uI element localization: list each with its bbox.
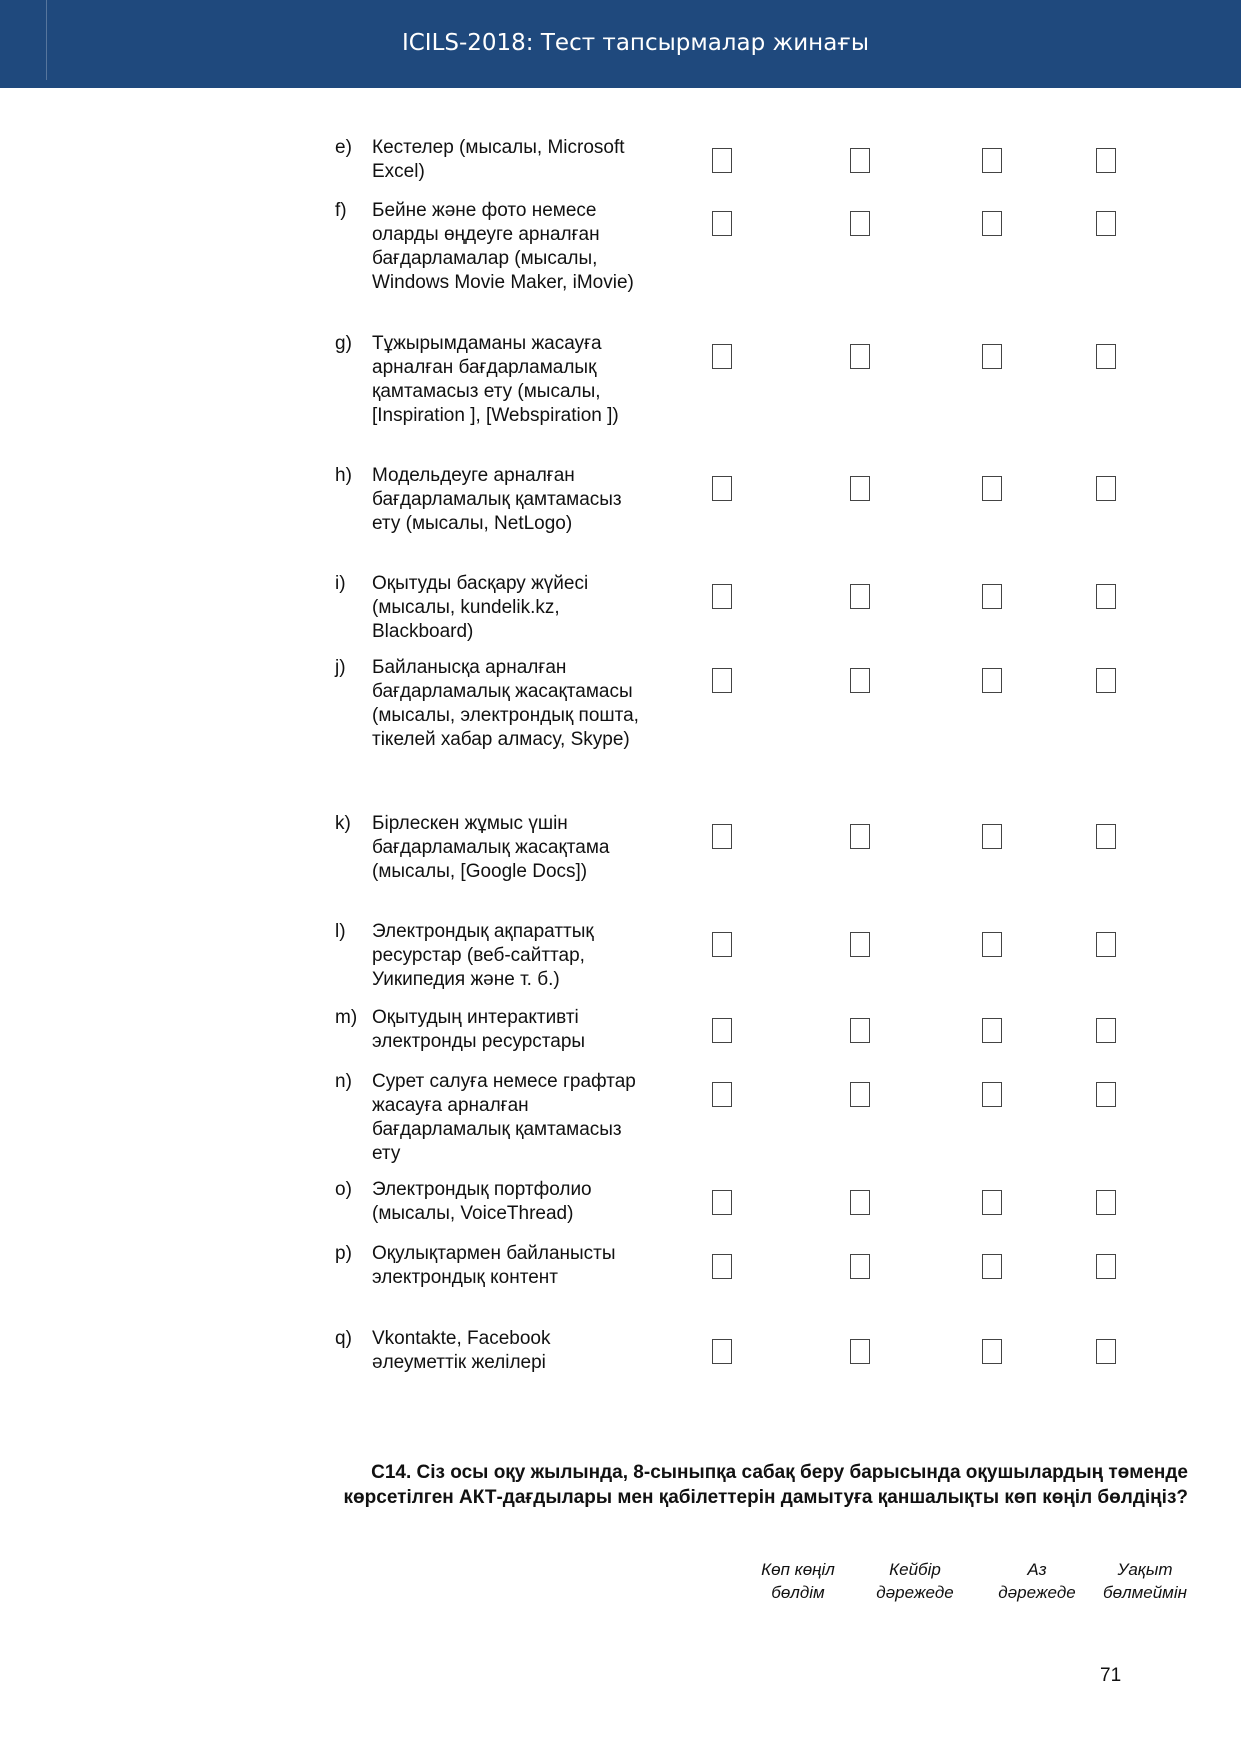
checkbox-a-lot[interactable] xyxy=(712,668,732,693)
page-header xyxy=(0,0,1241,88)
item-letter: e) xyxy=(335,137,352,158)
item-text: Оқытудың интерактивті электронды ресурстары xyxy=(372,1007,586,1052)
item-letter: l) xyxy=(335,921,346,942)
item-text: Сурет салуға немесе графтар жасауға арналған бағдарламалық қамтамасыз ету xyxy=(372,1071,636,1164)
checkbox-a-lot[interactable] xyxy=(712,1190,732,1215)
item-text: Vkontakte, Facebook әлеуметтік желілері xyxy=(372,1328,551,1373)
checkbox-none[interactable] xyxy=(1096,1339,1116,1364)
checkbox-little[interactable] xyxy=(982,932,1002,957)
checkbox-a-lot[interactable] xyxy=(712,476,732,501)
checkbox-somewhat[interactable] xyxy=(850,344,870,369)
checkbox-a-lot[interactable] xyxy=(712,1082,732,1107)
checkbox-none[interactable] xyxy=(1096,211,1116,236)
checkbox-little[interactable] xyxy=(982,1339,1002,1364)
checkbox-somewhat[interactable] xyxy=(850,476,870,501)
checkbox-somewhat[interactable] xyxy=(850,1190,870,1215)
item-text: Тұжырымдаманы жасауға арналған бағдарламалық қамтамасыз ету (мысалы, [Inspiration ], [Webspiration ]) xyxy=(372,333,619,426)
checkbox-none[interactable] xyxy=(1096,824,1116,849)
item-letter: f) xyxy=(335,200,347,221)
checkbox-somewhat[interactable] xyxy=(850,1339,870,1364)
column-label-a-lot: Көп көңіл бөлдім xyxy=(761,1560,835,1602)
checkbox-a-lot[interactable] xyxy=(712,584,732,609)
item-text: Бейне және фото немесе оларды өңдеуге арналған бағдарламалар (мысалы, Windows Movie Maker, iMovie) xyxy=(372,200,634,293)
item-letter: p) xyxy=(335,1243,352,1264)
item-letter: o) xyxy=(335,1179,352,1200)
item-text: Модельдеуге арналған бағдарламалық қамтамасыз ету (мысалы, NetLogo) xyxy=(372,465,622,534)
checkbox-somewhat[interactable] xyxy=(850,148,870,173)
checkbox-a-lot[interactable] xyxy=(712,1254,732,1279)
item-letter: i) xyxy=(335,573,346,594)
checkbox-little[interactable] xyxy=(982,1190,1002,1215)
checkbox-a-lot[interactable] xyxy=(712,932,732,957)
item-letter: q) xyxy=(335,1328,352,1349)
checkbox-little[interactable] xyxy=(982,211,1002,236)
checkbox-little[interactable] xyxy=(982,584,1002,609)
item-letter: j) xyxy=(335,657,346,678)
checkbox-a-lot[interactable] xyxy=(712,148,732,173)
item-letter: h) xyxy=(335,465,352,486)
checkbox-somewhat[interactable] xyxy=(850,211,870,236)
item-text: Байланысқа арналған бағдарламалық жасақтамасы (мысалы, электрондық пошта, тікелей хабар алмасу, Skype) xyxy=(372,657,639,750)
checkbox-somewhat[interactable] xyxy=(850,932,870,957)
checkbox-none[interactable] xyxy=(1096,476,1116,501)
header-title: ICILS-2018: Тест тапсырмалар жинағы xyxy=(401,30,870,56)
question-line-1: C14. Сіз осы оқу жылында, 8-сыныпқа сабақ беру барысында оқушылардың төменде xyxy=(371,1462,1188,1483)
checkbox-none[interactable] xyxy=(1096,148,1116,173)
checkbox-none[interactable] xyxy=(1096,344,1116,369)
checkbox-somewhat[interactable] xyxy=(850,824,870,849)
checkbox-little[interactable] xyxy=(982,344,1002,369)
page-number: 71 xyxy=(1100,1665,1122,1686)
item-text: Электрондық портфолио (мысалы, VoiceThread) xyxy=(372,1179,592,1224)
checkbox-none[interactable] xyxy=(1096,932,1116,957)
checkbox-little[interactable] xyxy=(982,1082,1002,1107)
item-letter: n) xyxy=(335,1071,352,1092)
checkbox-none[interactable] xyxy=(1096,1254,1116,1279)
checkbox-little[interactable] xyxy=(982,668,1002,693)
checkbox-a-lot[interactable] xyxy=(712,1018,732,1043)
checkbox-none[interactable] xyxy=(1096,1190,1116,1215)
checkbox-little[interactable] xyxy=(982,1254,1002,1279)
checkbox-a-lot[interactable] xyxy=(712,1339,732,1364)
checkbox-somewhat[interactable] xyxy=(850,1018,870,1043)
checkbox-somewhat[interactable] xyxy=(850,668,870,693)
checkbox-none[interactable] xyxy=(1096,668,1116,693)
checkbox-little[interactable] xyxy=(982,824,1002,849)
item-text: Оқулықтармен байланысты электрондық контент xyxy=(372,1243,616,1288)
question-c14 xyxy=(300,1460,1188,1510)
item-text: Бірлескен жұмыс үшін бағдарламалық жасақтама (мысалы, [Google Docs]) xyxy=(372,813,610,882)
checkbox-none[interactable] xyxy=(1096,1082,1116,1107)
checkbox-somewhat[interactable] xyxy=(850,1254,870,1279)
item-letter: m) xyxy=(335,1007,358,1028)
checkbox-little[interactable] xyxy=(982,148,1002,173)
question-line-2: көрсетілген АКТ-дағдылары мен қабілеттерін дамытуға қаншалықты көп көңіл бөлдіңіз? xyxy=(343,1487,1188,1508)
checkbox-none[interactable] xyxy=(1096,1018,1116,1043)
checkbox-somewhat[interactable] xyxy=(850,584,870,609)
checkbox-somewhat[interactable] xyxy=(850,1082,870,1107)
checkbox-little[interactable] xyxy=(982,476,1002,501)
item-letter: k) xyxy=(335,813,351,834)
item-text: Кестелер (мысалы, Microsoft Excel) xyxy=(372,137,625,182)
item-letter: g) xyxy=(335,333,352,354)
item-text: Оқытуды басқару жүйесі (мысалы, kundelik.kz, Blackboard) xyxy=(372,573,589,642)
checkbox-none[interactable] xyxy=(1096,584,1116,609)
column-label-somewhat: Кейбір дәрежеде xyxy=(876,1560,954,1602)
checkbox-a-lot[interactable] xyxy=(712,211,732,236)
checkbox-a-lot[interactable] xyxy=(712,824,732,849)
checkbox-a-lot[interactable] xyxy=(712,344,732,369)
item-text: Электрондық ақпараттық ресурстар (веб-сайттар, Уикипедия және т. б.) xyxy=(372,921,594,990)
column-label-none: Уақыт бөлмеймін xyxy=(1103,1560,1187,1602)
column-label-little: Аз дәрежеде xyxy=(998,1560,1076,1602)
checkbox-little[interactable] xyxy=(982,1018,1002,1043)
